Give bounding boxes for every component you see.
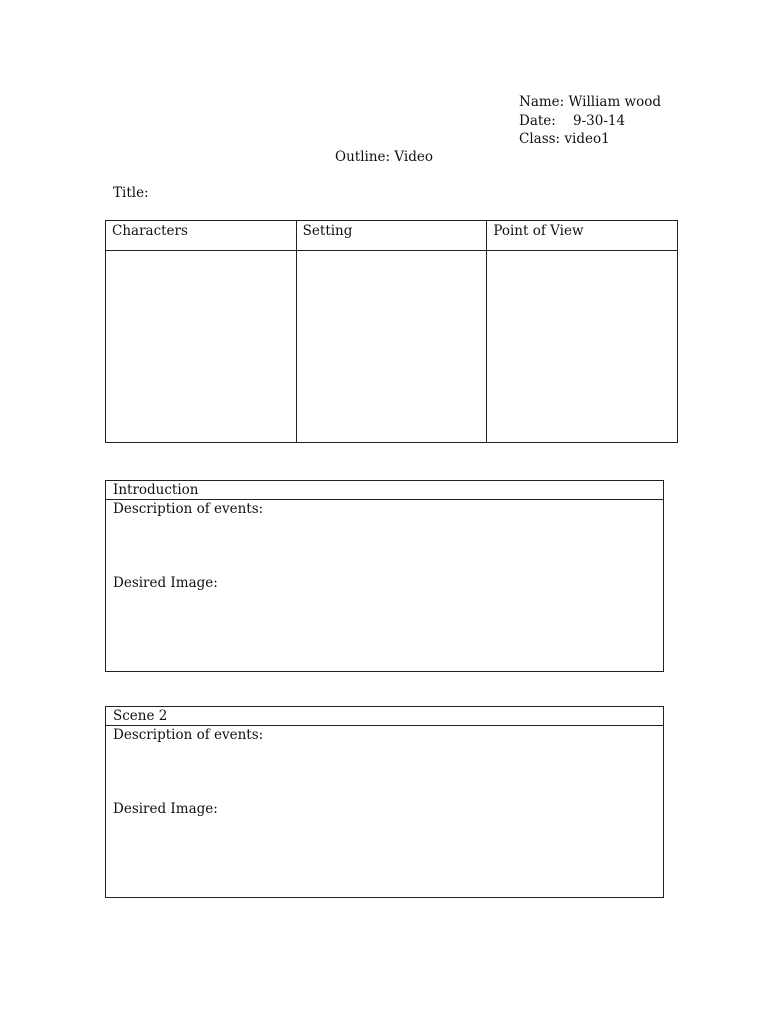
name-line: Name: William wood xyxy=(519,94,661,110)
student-info xyxy=(519,93,661,149)
story-elements-table xyxy=(105,220,678,443)
date-line: Date: 9-30-14 xyxy=(519,112,626,129)
characters-cell xyxy=(106,251,297,443)
scene-heading: Introduction xyxy=(106,481,663,500)
class-line: Class: video1 xyxy=(519,131,610,147)
point-of-view-cell xyxy=(487,251,678,443)
description-label: Description of events: xyxy=(113,727,264,743)
desired-image-label: Desired Image: xyxy=(113,575,218,591)
column-header-characters: Characters xyxy=(106,221,297,251)
description-label: Description of events: xyxy=(113,501,264,517)
setting-cell xyxy=(296,251,487,443)
title-label: Title: xyxy=(113,185,149,201)
scene-body xyxy=(106,726,663,897)
scene-box-introduction xyxy=(105,480,664,672)
column-header-point-of-view: Point of View xyxy=(487,221,678,251)
scene-body xyxy=(106,500,663,671)
scene-box-scene-2 xyxy=(105,706,664,898)
column-header-setting: Setting xyxy=(296,221,487,251)
desired-image-label: Desired Image: xyxy=(113,801,218,817)
scene-heading: Scene 2 xyxy=(106,707,663,726)
outline-heading: Outline: Video xyxy=(335,149,433,165)
